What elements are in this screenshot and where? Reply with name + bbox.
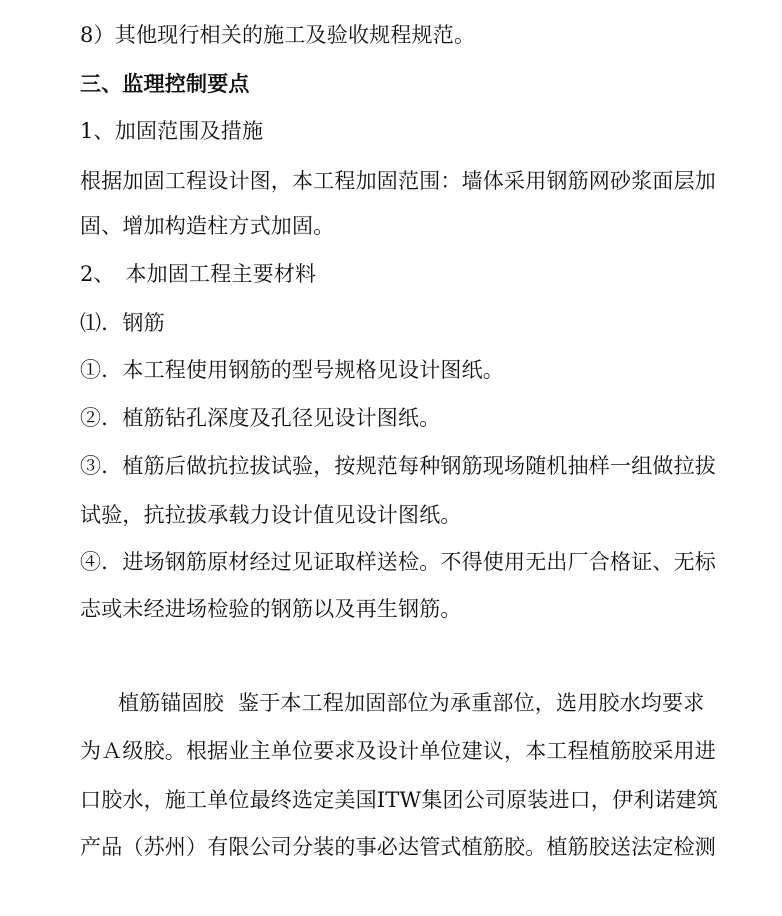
- text-line-scope-2: 固、增加构造柱方式加固。: [80, 214, 335, 238]
- adhesive-label: 植筋锚固胶: [118, 691, 224, 715]
- adhesive-text: 鉴于本工程加固部位为承重部位，选用胶水均要求: [238, 691, 705, 715]
- list-item-1: ①．本工程使用钢筋的型号规格见设计图纸。: [80, 358, 504, 382]
- list-item-2: ②．植筋钻孔深度及孔径见设计图纸。: [80, 406, 441, 430]
- paragraph-adhesive-line-1: [118, 690, 704, 716]
- list-item-4-line-2: 志或未经进场检验的钢筋以及再生钢筋。: [80, 597, 462, 621]
- list-item-3-line-1: ③．植筋后做抗拉拔试验，按规范每种钢筋现场随机抽样一组做拉拔: [80, 454, 716, 478]
- subheading-materials: 2、 本加固工程主要材料: [80, 262, 317, 286]
- section-heading-supervision: 三、监理控制要点: [80, 72, 250, 96]
- subheading-rebar: ⑴．钢筋: [80, 311, 165, 335]
- paragraph-adhesive-line-3: 口胶水，施工单位最终选定美国ITW集团公司原装进口，伊利诺建筑: [80, 788, 719, 812]
- paragraph-adhesive-line-2: 为Ａ级胶。根据业主单位要求及设计单位建议，本工程植筋胶采用进: [80, 739, 716, 763]
- text-line-1: 8）其他现行相关的施工及验收规程规范。: [80, 23, 476, 47]
- text-line-scope-1: 根据加固工程设计图，本工程加固范围：墙体采用钢筋网砂浆面层加: [80, 169, 716, 193]
- list-item-3-line-2: 试验，抗拉拔承载力设计值见设计图纸。: [80, 503, 462, 527]
- list-item-4-line-1: ④．进场钢筋原材经过见证取样送检。不得使用无出厂合格证、无标: [80, 550, 716, 574]
- paragraph-adhesive-line-4: 产品（苏州）有限公司分装的事必达管式植筋胶。植筋胶送法定检测: [80, 835, 716, 859]
- subheading-scope: 1、加固范围及措施: [80, 119, 264, 143]
